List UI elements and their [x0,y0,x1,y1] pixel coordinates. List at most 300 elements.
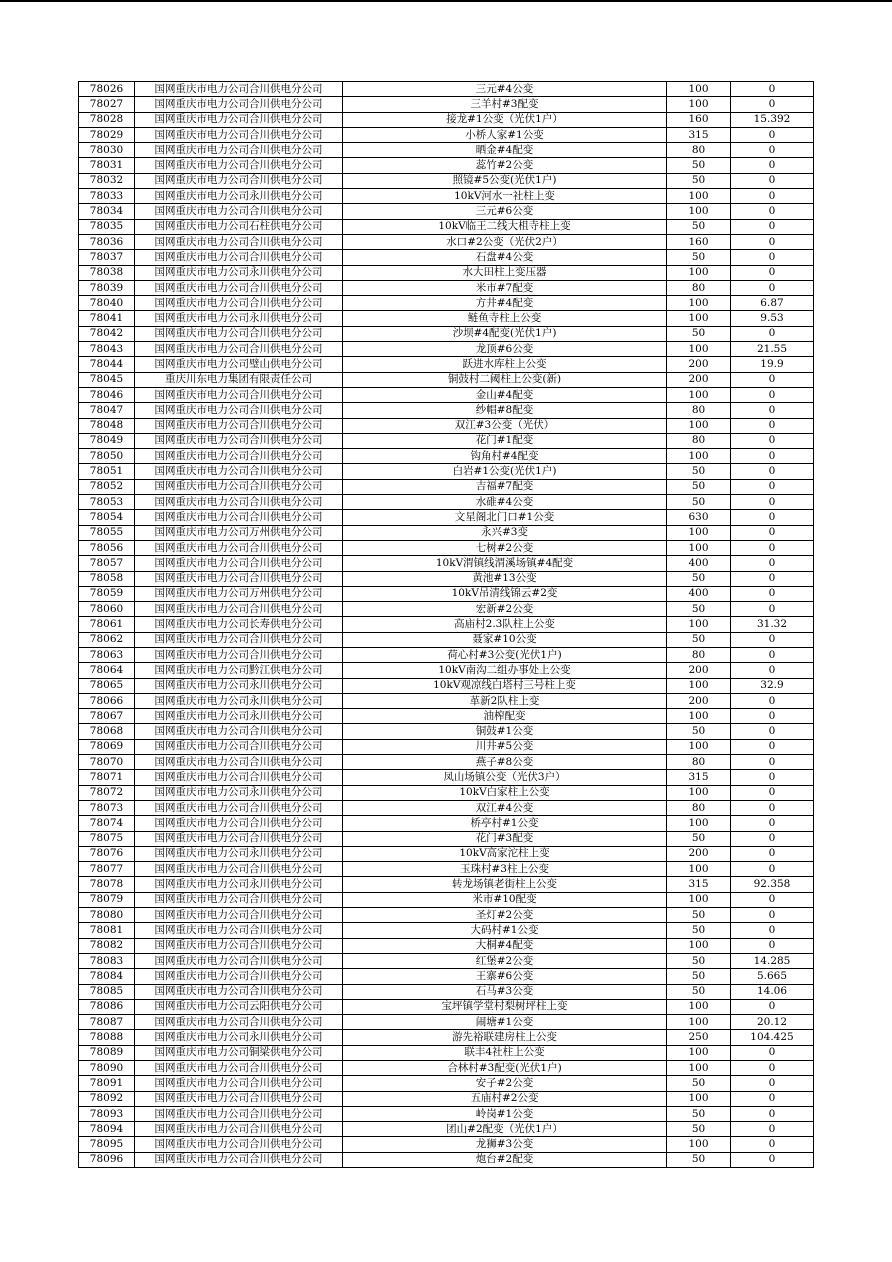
cell-id: 78090 [79,1061,135,1076]
cell-company: 国网重庆市电力公司合川供电分公司 [135,326,343,341]
cell-capacity: 50 [667,969,731,984]
cell-company: 重庆川东电力集团有限责任公司 [135,372,343,387]
cell-capacity: 50 [667,908,731,923]
table-row [79,953,814,968]
cell-transformer: 石盘#4公变 [343,250,667,265]
cell-value: 0 [731,647,814,662]
cell-id: 78034 [79,204,135,219]
cell-company: 国网重庆市电力公司石柱供电分公司 [135,219,343,234]
cell-capacity: 200 [667,663,731,678]
cell-company: 国网重庆市电力公司合川供电分公司 [135,755,343,770]
cell-value: 0 [731,908,814,923]
cell-transformer: 水大田柱上变压器 [343,265,667,280]
cell-transformer: 白岩#1公变(光伏1户) [343,464,667,479]
cell-company: 国网重庆市电力公司合川供电分公司 [135,1137,343,1152]
cell-capacity: 50 [667,831,731,846]
table-row [79,1106,814,1121]
table-row [79,556,814,571]
cell-transformer: 荷心村#3公变(光伏1户) [343,647,667,662]
cell-value: 0 [731,372,814,387]
cell-id: 78071 [79,770,135,785]
cell-value: 0 [731,831,814,846]
cell-id: 78028 [79,112,135,127]
cell-id: 78095 [79,1137,135,1152]
cell-id: 78054 [79,510,135,525]
cell-transformer: 金山#4配变 [343,387,667,402]
cell-transformer: 水口#2公变（光伏2户） [343,234,667,249]
cell-value: 0 [731,1076,814,1091]
cell-transformer: 纱帽#8配变 [343,403,667,418]
cell-capacity: 200 [667,372,731,387]
cell-value: 0 [731,724,814,739]
cell-transformer: 燕子#8公变 [343,755,667,770]
cell-capacity: 50 [667,953,731,968]
cell-capacity: 160 [667,112,731,127]
cell-transformer: 钩角村#4配变 [343,449,667,464]
cell-company: 国网重庆市电力公司合川供电分公司 [135,984,343,999]
cell-capacity: 50 [667,984,731,999]
table-row [79,999,814,1014]
cell-company: 国网重庆市电力公司合川供电分公司 [135,892,343,907]
cell-transformer: 花门#1配变 [343,433,667,448]
cell-value: 0 [731,280,814,295]
cell-transformer: 沙坝#4配变(光伏1户) [343,326,667,341]
cell-capacity: 200 [667,693,731,708]
cell-transformer: 王寨#6公变 [343,969,667,984]
cell-id: 78029 [79,127,135,142]
table-row [79,280,814,295]
table-row [79,495,814,510]
cell-company: 国网重庆市电力公司万州供电分公司 [135,586,343,601]
cell-capacity: 200 [667,846,731,861]
cell-id: 78072 [79,785,135,800]
cell-id: 78046 [79,387,135,402]
cell-transformer: 10kV河水一社柱上变 [343,189,667,204]
cell-value: 0 [731,326,814,341]
cell-capacity: 160 [667,234,731,249]
cell-transformer: 晒金#4配变 [343,143,667,158]
cell-company: 国网重庆市电力公司合川供电分公司 [135,464,343,479]
cell-capacity: 100 [667,739,731,754]
cell-transformer: 花门#3配变 [343,831,667,846]
table-row [79,1091,814,1106]
cell-id: 78063 [79,647,135,662]
cell-id: 78033 [79,189,135,204]
table-row [79,923,814,938]
cell-company: 国网重庆市电力公司合川供电分公司 [135,540,343,555]
cell-company: 国网重庆市电力公司合川供电分公司 [135,510,343,525]
cell-transformer: 团山#2配变（光伏1户） [343,1122,667,1137]
cell-company: 国网重庆市电力公司云阳供电分公司 [135,999,343,1014]
table-row [79,969,814,984]
cell-transformer: 双江#3公变（光伏） [343,418,667,433]
table-row [79,1122,814,1137]
cell-value: 0 [731,219,814,234]
cell-company: 国网重庆市电力公司合川供电分公司 [135,296,343,311]
cell-company: 国网重庆市电力公司合川供电分公司 [135,800,343,815]
cell-capacity: 400 [667,586,731,601]
table-row [79,1045,814,1060]
cell-id: 78056 [79,540,135,555]
cell-company: 国网重庆市电力公司合川供电分公司 [135,923,343,938]
table-row [79,1137,814,1152]
cell-transformer: 蕊竹#2公变 [343,158,667,173]
cell-company: 国网重庆市电力公司合川供电分公司 [135,739,343,754]
cell-value: 0 [731,846,814,861]
cell-transformer: 五庙村#2公变 [343,1091,667,1106]
cell-capacity: 100 [667,892,731,907]
cell-id: 78062 [79,632,135,647]
cell-capacity: 50 [667,602,731,617]
table-row [79,311,814,326]
cell-value: 20.12 [731,1015,814,1030]
cell-id: 78026 [79,82,135,97]
cell-transformer: 10kV南沟二组办事处上公变 [343,663,667,678]
cell-company: 国网重庆市电力公司合川供电分公司 [135,938,343,953]
cell-id: 78093 [79,1106,135,1121]
table-row [79,800,814,815]
cell-value: 0 [731,1122,814,1137]
cell-transformer: 铜鼓#1公变 [343,724,667,739]
cell-value: 0 [731,571,814,586]
cell-capacity: 100 [667,342,731,357]
cell-company: 国网重庆市电力公司璧山供电分公司 [135,357,343,372]
cell-company: 国网重庆市电力公司合川供电分公司 [135,112,343,127]
cell-transformer: 红堡#2公变 [343,953,667,968]
cell-transformer: 鲢鱼寺柱上公变 [343,311,667,326]
cell-id: 78041 [79,311,135,326]
cell-value: 0 [731,816,814,831]
cell-value: 0 [731,892,814,907]
cell-value: 14.285 [731,953,814,968]
cell-value: 0 [731,862,814,877]
cell-capacity: 50 [667,495,731,510]
cell-id: 78085 [79,984,135,999]
table-row [79,785,814,800]
cell-company: 国网重庆市电力公司永川供电分公司 [135,1030,343,1045]
cell-value: 0 [731,663,814,678]
table-row [79,862,814,877]
cell-transformer: 岭岗#1公变 [343,1106,667,1121]
cell-company: 国网重庆市电力公司合川供电分公司 [135,234,343,249]
table-row [79,877,814,892]
cell-transformer: 跃进水库柱上公变 [343,357,667,372]
cell-id: 78039 [79,280,135,295]
cell-transformer: 双江#4公变 [343,800,667,815]
table-row [79,127,814,142]
cell-transformer: 三元#6公变 [343,204,667,219]
cell-capacity: 50 [667,158,731,173]
cell-capacity: 100 [667,617,731,632]
cell-value: 0 [731,510,814,525]
cell-company: 国网重庆市电力公司合川供电分公司 [135,724,343,739]
cell-company: 国网重庆市电力公司合川供电分公司 [135,647,343,662]
top-border-line [0,0,892,2]
cell-capacity: 50 [667,464,731,479]
cell-company: 国网重庆市电力公司合川供电分公司 [135,969,343,984]
table-row [79,1030,814,1045]
cell-company: 国网重庆市电力公司合川供电分公司 [135,1076,343,1091]
cell-capacity: 250 [667,1030,731,1045]
cell-company: 国网重庆市电力公司合川供电分公司 [135,1015,343,1030]
table-row [79,510,814,525]
cell-company: 国网重庆市电力公司合川供电分公司 [135,127,343,142]
table-row [79,540,814,555]
cell-capacity: 100 [667,1015,731,1030]
cell-value: 0 [731,938,814,953]
table-row [79,449,814,464]
cell-value: 0 [731,540,814,555]
cell-capacity: 50 [667,923,731,938]
cell-value: 0 [731,755,814,770]
cell-capacity: 100 [667,204,731,219]
table-row [79,250,814,265]
cell-id: 78036 [79,234,135,249]
table-row [79,204,814,219]
cell-transformer: 10kV白家柱上公变 [343,785,667,800]
table-row [79,1152,814,1167]
cell-company: 国网重庆市电力公司合川供电分公司 [135,1106,343,1121]
cell-value: 0 [731,1091,814,1106]
cell-capacity: 100 [667,189,731,204]
cell-id: 78091 [79,1076,135,1091]
table-row [79,173,814,188]
cell-value: 19.9 [731,357,814,372]
table-body [79,82,814,1168]
cell-capacity: 50 [667,173,731,188]
cell-company: 国网重庆市电力公司合川供电分公司 [135,204,343,219]
cell-value: 0 [731,204,814,219]
table-row [79,296,814,311]
cell-company: 国网重庆市电力公司合川供电分公司 [135,495,343,510]
cell-company: 国网重庆市电力公司永川供电分公司 [135,678,343,693]
cell-capacity: 80 [667,403,731,418]
cell-capacity: 200 [667,357,731,372]
cell-capacity: 80 [667,647,731,662]
cell-transformer: 合林村#3配变(光伏1户) [343,1061,667,1076]
cell-company: 国网重庆市电力公司合川供电分公司 [135,449,343,464]
table-row [79,709,814,724]
cell-value: 0 [731,693,814,708]
cell-company: 国网重庆市电力公司合川供电分公司 [135,280,343,295]
cell-capacity: 100 [667,265,731,280]
cell-company: 国网重庆市电力公司合川供电分公司 [135,418,343,433]
cell-id: 78067 [79,709,135,724]
cell-value: 0 [731,1045,814,1060]
table-row [79,938,814,953]
cell-id: 78045 [79,372,135,387]
cell-value: 0 [731,97,814,112]
cell-value: 0 [731,602,814,617]
cell-capacity: 315 [667,127,731,142]
cell-id: 78087 [79,1015,135,1030]
cell-transformer: 聂家#10公变 [343,632,667,647]
cell-id: 78081 [79,923,135,938]
cell-value: 0 [731,250,814,265]
cell-value: 0 [731,234,814,249]
cell-id: 78031 [79,158,135,173]
table-row [79,372,814,387]
cell-id: 78052 [79,479,135,494]
table-row [79,464,814,479]
cell-transformer: 七树#2公变 [343,540,667,555]
cell-transformer: 大码村#1公变 [343,923,667,938]
cell-transformer: 接龙#1公变（光伏1户） [343,112,667,127]
cell-value: 0 [731,1061,814,1076]
cell-company: 国网重庆市电力公司永川供电分公司 [135,265,343,280]
cell-company: 国网重庆市电力公司合川供电分公司 [135,173,343,188]
table-row [79,326,814,341]
table-row [79,739,814,754]
cell-id: 78042 [79,326,135,341]
cell-capacity: 100 [667,311,731,326]
cell-company: 国网重庆市电力公司永川供电分公司 [135,877,343,892]
cell-company: 国网重庆市电力公司合川供电分公司 [135,862,343,877]
cell-company: 国网重庆市电力公司合川供电分公司 [135,770,343,785]
table-row [79,770,814,785]
cell-id: 78082 [79,938,135,953]
cell-capacity: 80 [667,433,731,448]
cell-transformer: 凤山场镇公变（光伏3户） [343,770,667,785]
cell-id: 78083 [79,953,135,968]
cell-company: 国网重庆市电力公司合川供电分公司 [135,1091,343,1106]
cell-value: 0 [731,449,814,464]
cell-id: 78037 [79,250,135,265]
cell-value: 0 [731,1152,814,1167]
cell-company: 国网重庆市电力公司合川供电分公司 [135,158,343,173]
cell-capacity: 100 [667,1091,731,1106]
cell-capacity: 80 [667,143,731,158]
cell-id: 78059 [79,586,135,601]
cell-value: 14.06 [731,984,814,999]
cell-transformer: 宏新#2公变 [343,602,667,617]
cell-transformer: 川井#5公变 [343,739,667,754]
table-row [79,647,814,662]
cell-capacity: 100 [667,387,731,402]
cell-id: 78035 [79,219,135,234]
cell-value: 0 [731,770,814,785]
cell-value: 0 [731,632,814,647]
cell-id: 78065 [79,678,135,693]
cell-capacity: 100 [667,862,731,877]
cell-id: 78060 [79,602,135,617]
cell-capacity: 50 [667,1122,731,1137]
cell-id: 78088 [79,1030,135,1045]
cell-transformer: 三元#4公变 [343,82,667,97]
cell-value: 0 [731,739,814,754]
cell-id: 78070 [79,755,135,770]
table-row [79,724,814,739]
cell-value: 0 [731,586,814,601]
cell-value: 0 [731,143,814,158]
cell-value: 0 [731,173,814,188]
cell-id: 78064 [79,663,135,678]
cell-capacity: 315 [667,770,731,785]
cell-transformer: 大桐#4配变 [343,938,667,953]
cell-value: 0 [731,709,814,724]
cell-capacity: 100 [667,938,731,953]
table-row [79,617,814,632]
cell-transformer: 革新2队柱上变 [343,693,667,708]
cell-company: 国网重庆市电力公司合川供电分公司 [135,571,343,586]
table-row [79,357,814,372]
cell-capacity: 50 [667,632,731,647]
cell-value: 0 [731,495,814,510]
cell-company: 国网重庆市电力公司合川供电分公司 [135,387,343,402]
cell-transformer: 玉珠村#3柱上公变 [343,862,667,877]
cell-value: 0 [731,479,814,494]
table-row [79,678,814,693]
cell-id: 78043 [79,342,135,357]
cell-id: 78068 [79,724,135,739]
cell-capacity: 50 [667,724,731,739]
cell-capacity: 100 [667,97,731,112]
cell-capacity: 100 [667,1045,731,1060]
cell-id: 78075 [79,831,135,846]
cell-value: 6.87 [731,296,814,311]
cell-company: 国网重庆市电力公司合川供电分公司 [135,632,343,647]
cell-transformer: 米市#10配变 [343,892,667,907]
cell-company: 国网重庆市电力公司黔江供电分公司 [135,663,343,678]
cell-capacity: 80 [667,800,731,815]
table-row [79,632,814,647]
cell-id: 78092 [79,1091,135,1106]
cell-company: 国网重庆市电力公司合川供电分公司 [135,556,343,571]
cell-company: 国网重庆市电力公司合川供电分公司 [135,1061,343,1076]
table-row [79,189,814,204]
table-row [79,403,814,418]
cell-company: 国网重庆市电力公司合川供电分公司 [135,97,343,112]
cell-transformer: 龙顶#6公变 [343,342,667,357]
cell-value: 0 [731,464,814,479]
cell-transformer: 方井#4配变 [343,296,667,311]
cell-company: 国网重庆市电力公司永川供电分公司 [135,311,343,326]
cell-capacity: 315 [667,877,731,892]
cell-id: 78074 [79,816,135,831]
cell-company: 国网重庆市电力公司铜梁供电分公司 [135,1045,343,1060]
cell-company: 国网重庆市电力公司合川供电分公司 [135,1122,343,1137]
table-row [79,342,814,357]
cell-id: 78076 [79,846,135,861]
cell-transformer: 宝坪镇学堂村梨树坪柱上变 [343,999,667,1014]
table-row [79,984,814,999]
cell-transformer: 米市#7配变 [343,280,667,295]
cell-transformer: 炮台#2配变 [343,1152,667,1167]
table-row [79,479,814,494]
cell-value: 0 [731,1106,814,1121]
data-table [78,81,814,1168]
cell-id: 78040 [79,296,135,311]
table-row [79,908,814,923]
cell-company: 国网重庆市电力公司合川供电分公司 [135,953,343,968]
cell-id: 78027 [79,97,135,112]
cell-id: 78066 [79,693,135,708]
cell-value: 0 [731,158,814,173]
cell-capacity: 100 [667,82,731,97]
cell-capacity: 100 [667,999,731,1014]
cell-capacity: 50 [667,1152,731,1167]
cell-value: 0 [731,1137,814,1152]
cell-company: 国网重庆市电力公司万州供电分公司 [135,525,343,540]
table-row [79,1015,814,1030]
cell-company: 国网重庆市电力公司合川供电分公司 [135,1152,343,1167]
cell-transformer: 水碓#4公变 [343,495,667,510]
cell-value: 0 [731,525,814,540]
cell-value: 0 [731,403,814,418]
cell-capacity: 100 [667,449,731,464]
cell-transformer: 黄池#13公变 [343,571,667,586]
cell-value: 0 [731,418,814,433]
